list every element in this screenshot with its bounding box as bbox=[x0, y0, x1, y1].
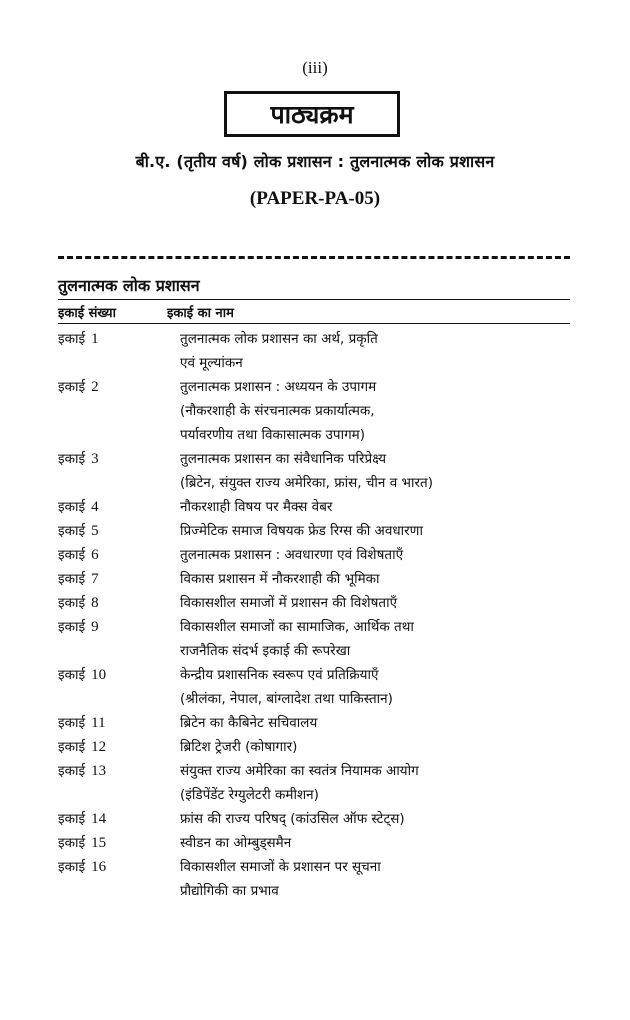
unit-number: 2 bbox=[91, 379, 99, 395]
unit-label: इकाई bbox=[58, 667, 86, 683]
unit-number: 4 bbox=[91, 499, 99, 515]
unit-cell bbox=[58, 831, 106, 855]
unit-name-line: राजनैतिक संदर्भ इकाई की रूपरेखा bbox=[180, 643, 351, 659]
unit-cell bbox=[58, 615, 99, 639]
unit-name bbox=[180, 855, 580, 903]
table-row bbox=[0, 519, 630, 543]
unit-name-line: प्रौद्योगिकी का प्रभाव bbox=[180, 883, 279, 899]
unit-number: 9 bbox=[91, 619, 99, 635]
unit-name-line: एवं मूल्यांकन bbox=[180, 355, 243, 371]
unit-number: 10 bbox=[91, 667, 107, 683]
unit-cell bbox=[58, 663, 106, 687]
unit-name bbox=[180, 327, 580, 375]
unit-label: इकाई bbox=[58, 715, 86, 731]
unit-label: इकाई bbox=[58, 739, 86, 755]
table-row bbox=[0, 615, 630, 663]
unit-name bbox=[180, 663, 580, 711]
unit-name-line: ब्रिटेन का कैबिनेट सचिवालय bbox=[180, 715, 318, 731]
page-number: (iii) bbox=[302, 58, 328, 77]
table-row bbox=[0, 495, 630, 519]
unit-name-line: (श्रीलंका, नेपाल, बांग्लादेश तथा पाकिस्तान) bbox=[180, 691, 393, 707]
table-row bbox=[0, 735, 630, 759]
unit-name-line: तुलनात्मक प्रशासन का संवैधानिक परिप्रेक्ष्य bbox=[180, 451, 387, 467]
table-top-rule bbox=[58, 299, 570, 300]
unit-name-line: प्रिज्मेटिक समाज विषयक फ्रेड रिग्स की अवधारणा bbox=[180, 523, 423, 539]
unit-name bbox=[180, 831, 580, 855]
unit-name-line: नौकरशाही विषय पर मैक्स वेबर bbox=[180, 499, 333, 515]
unit-cell bbox=[58, 567, 99, 591]
unit-label: इकाई bbox=[58, 379, 86, 395]
unit-name bbox=[180, 375, 580, 447]
table-row bbox=[0, 327, 630, 375]
column-header-unit: इकाई संख्या bbox=[58, 306, 116, 321]
unit-label: इकाई bbox=[58, 835, 86, 851]
unit-name-line: विकासशील समाजों में प्रशासन की विशेषताएँ bbox=[180, 595, 398, 611]
unit-label: इकाई bbox=[58, 523, 86, 539]
dashed-divider bbox=[58, 256, 570, 259]
table-row bbox=[0, 855, 630, 903]
unit-number: 1 bbox=[91, 331, 99, 347]
unit-number: 3 bbox=[91, 451, 99, 467]
unit-name bbox=[180, 519, 580, 543]
unit-name-line: तुलनात्मक प्रशासन : अवधारणा एवं विशेषताएँ bbox=[180, 547, 404, 563]
unit-label: इकाई bbox=[58, 859, 86, 875]
unit-label: इकाई bbox=[58, 619, 86, 635]
unit-number: 6 bbox=[91, 547, 99, 563]
course-subtitle: बी.ए. (तृतीय वर्ष) लोक प्रशासन : तुलनात्मक लोक प्रशासन bbox=[135, 152, 495, 171]
unit-number: 13 bbox=[91, 763, 107, 779]
unit-name-line: विकासशील समाजों का सामाजिक, आर्थिक तथा bbox=[180, 619, 414, 635]
unit-name-line: (ब्रिटेन, संयुक्त राज्य अमेरिका, फ्रांस, चीन व भारत) bbox=[180, 475, 433, 491]
unit-cell bbox=[58, 543, 99, 567]
unit-number: 11 bbox=[91, 715, 106, 731]
unit-number: 7 bbox=[91, 571, 99, 587]
table-header-rule bbox=[58, 323, 570, 324]
unit-name-line: ब्रिटिश ट्रेजरी (कोषागार) bbox=[180, 739, 298, 755]
unit-list bbox=[0, 327, 630, 903]
unit-name bbox=[180, 591, 580, 615]
unit-label: इकाई bbox=[58, 811, 86, 827]
unit-cell bbox=[58, 735, 106, 759]
table-row bbox=[0, 567, 630, 591]
unit-name-line: (नौकरशाही के संरचनात्मक प्रकार्यात्मक, bbox=[180, 403, 375, 419]
unit-cell bbox=[58, 855, 106, 879]
unit-cell bbox=[58, 591, 99, 615]
unit-label: इकाई bbox=[58, 571, 86, 587]
table-row bbox=[0, 591, 630, 615]
unit-cell bbox=[58, 759, 106, 783]
table-row bbox=[0, 831, 630, 855]
unit-number: 8 bbox=[91, 595, 99, 611]
unit-name-line: स्वीडन का ओम्बुड्समैन bbox=[180, 835, 292, 851]
column-header-name: इकाई का नाम bbox=[167, 306, 234, 321]
unit-label: इकाई bbox=[58, 451, 86, 467]
syllabus-title-box bbox=[224, 91, 400, 137]
unit-number: 15 bbox=[91, 835, 107, 851]
table-row bbox=[0, 663, 630, 711]
unit-name-line: केन्द्रीय प्रशासनिक स्वरूप एवं प्रतिक्रियाएँ bbox=[180, 667, 379, 683]
table-row bbox=[0, 759, 630, 807]
unit-name-line: (इंडिपेंडेंट रेग्युलेटरी कमीशन) bbox=[180, 787, 319, 803]
unit-name-line: विकास प्रशासन में नौकरशाही की भूमिका bbox=[180, 571, 380, 587]
unit-label: इकाई bbox=[58, 595, 86, 611]
unit-name bbox=[180, 567, 580, 591]
table-row bbox=[0, 447, 630, 495]
unit-name bbox=[180, 615, 580, 663]
unit-name-line: विकासशील समाजों के प्रशासन पर सूचना bbox=[180, 859, 381, 875]
unit-name-line: तुलनात्मक प्रशासन : अध्ययन के उपागम bbox=[180, 379, 377, 395]
unit-cell bbox=[58, 807, 106, 831]
table-row bbox=[0, 711, 630, 735]
unit-label: इकाई bbox=[58, 547, 86, 563]
unit-number: 14 bbox=[91, 811, 107, 827]
unit-cell bbox=[58, 519, 99, 543]
unit-label: इकाई bbox=[58, 763, 86, 779]
unit-name bbox=[180, 735, 580, 759]
unit-cell bbox=[58, 495, 99, 519]
unit-name-line: पर्यावरणीय तथा विकासात्मक उपागम) bbox=[180, 427, 366, 443]
unit-name bbox=[180, 759, 580, 807]
unit-name bbox=[180, 447, 580, 495]
unit-cell bbox=[58, 327, 99, 351]
unit-name-line: फ्रांस की राज्य परिषद् (कांउसिल ऑफ स्टेट्स) bbox=[180, 811, 405, 827]
unit-cell bbox=[58, 375, 99, 399]
table-row bbox=[0, 543, 630, 567]
table-row bbox=[0, 375, 630, 447]
unit-number: 5 bbox=[91, 523, 99, 539]
unit-number: 16 bbox=[91, 859, 107, 875]
unit-name bbox=[180, 543, 580, 567]
syllabus-title: पाठ्यक्रम bbox=[270, 100, 354, 129]
unit-cell bbox=[58, 711, 106, 735]
unit-number: 12 bbox=[91, 739, 107, 755]
unit-name bbox=[180, 807, 580, 831]
unit-name-line: तुलनात्मक लोक प्रशासन का अर्थ, प्रकृति bbox=[180, 331, 378, 347]
unit-name bbox=[180, 711, 580, 735]
section-heading: तुलनात्मक लोक प्रशासन bbox=[58, 276, 200, 295]
paper-code: (PAPER-PA-05) bbox=[249, 188, 381, 209]
unit-cell bbox=[58, 447, 99, 471]
unit-label: इकाई bbox=[58, 499, 86, 515]
unit-name-line: संयुक्त राज्य अमेरिका का स्वतंत्र नियामक आयोग bbox=[180, 763, 419, 779]
table-row bbox=[0, 807, 630, 831]
unit-label: इकाई bbox=[58, 331, 86, 347]
unit-name bbox=[180, 495, 580, 519]
